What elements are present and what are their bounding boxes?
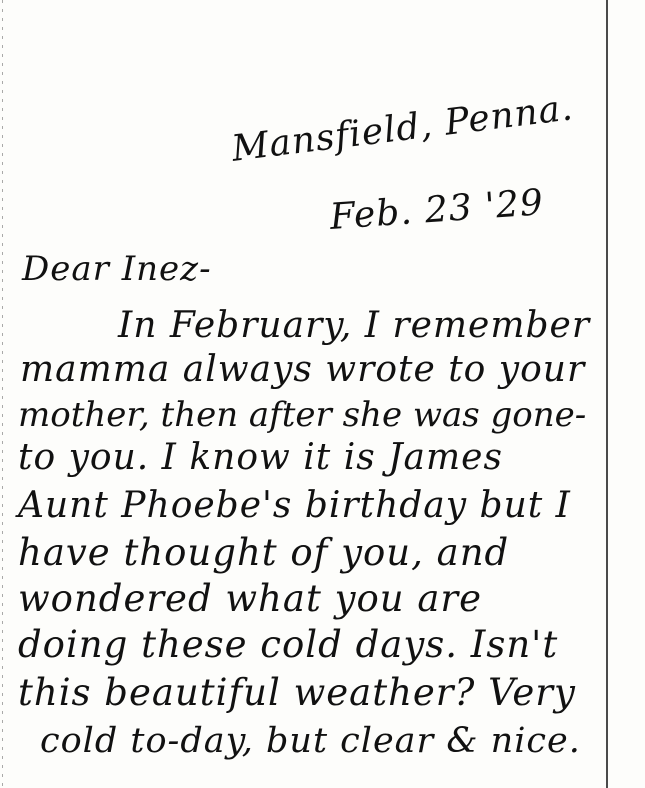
letter-line-8: doing these cold days. Isn't bbox=[18, 623, 559, 666]
letter-line-2: mamma always wrote to your bbox=[20, 349, 586, 390]
letter-line-3: mother, then after she was gone- bbox=[18, 395, 587, 435]
letter-place: Mansfield, Penna. bbox=[229, 87, 576, 170]
scan-edge-left bbox=[2, 0, 3, 788]
letter-line-1: In February, I remember bbox=[118, 305, 591, 346]
letter-line-5: Aunt Phoebe's birthday but I bbox=[18, 485, 571, 526]
letter-line-10: cold to-day, but clear & nice. bbox=[40, 721, 581, 761]
letter-date: Feb. 23 '29 bbox=[328, 182, 546, 238]
letter-salutation: Dear Inez- bbox=[22, 249, 212, 289]
letter-line-9: this beautiful weather? Very bbox=[18, 671, 576, 714]
letter-line-7: wondered what you are bbox=[18, 577, 482, 620]
letter-line-6: have thought of you, and bbox=[18, 531, 510, 574]
letter-line-4: to you. I know it is James bbox=[18, 437, 503, 478]
scan-edge-right bbox=[606, 0, 608, 788]
